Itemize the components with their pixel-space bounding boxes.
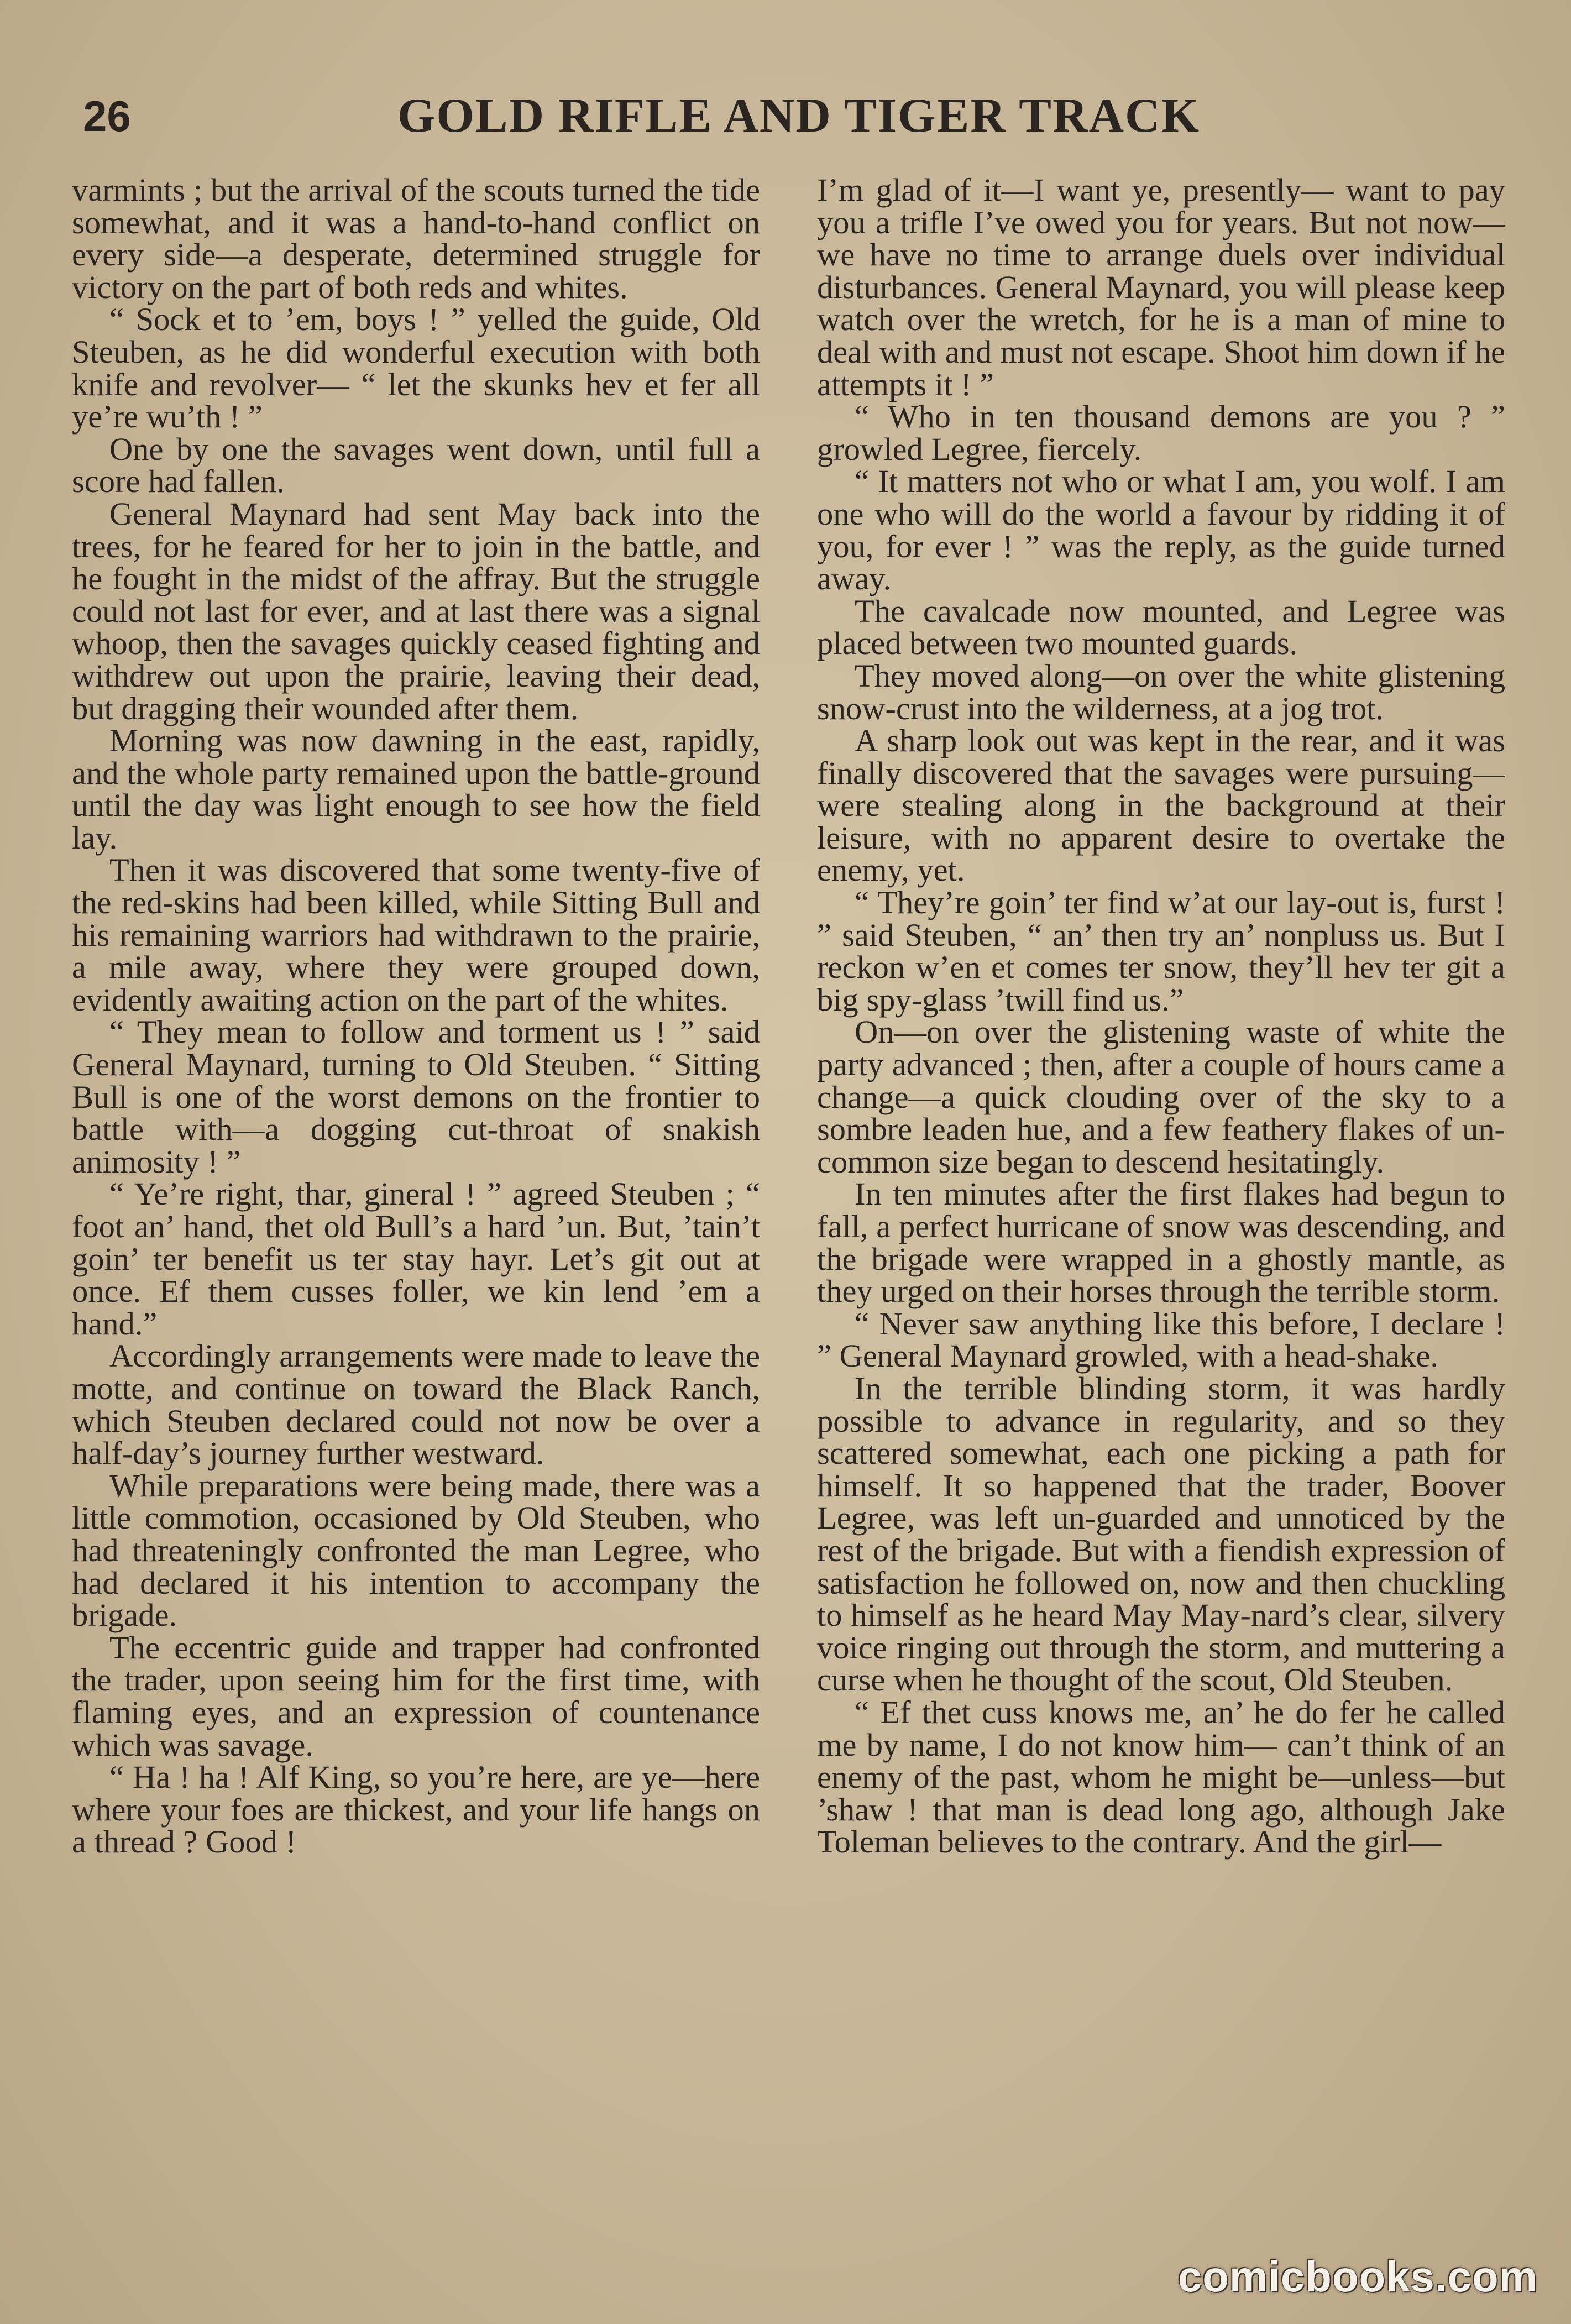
paragraph: While preparations were being made, there was a little commotion, occasioned by Old Steuben, who had threateningly confronted the man Legree, who had declared it his intention to accompany the brigade. bbox=[72, 1467, 760, 1634]
paragraph: “ Ye’re right, thar, gineral ! ” agreed Steuben ; “ foot an’ hand, thet old Bull’s a hard ’un. But, ’tain’t goin’ ter benefit us ter stay hayr. Let’s git out at once. Ef them cusses foller, we kin lend ’em a hand.” bbox=[72, 1176, 760, 1342]
running-title: GOLD RIFLE AND TIGER TRACK bbox=[397, 89, 1201, 143]
page-number: 26 bbox=[83, 92, 131, 140]
paragraph: “ Who in ten thousand demons are you ? ” growled Legree, fiercely. bbox=[817, 399, 1505, 467]
paragraph: In the terrible blinding storm, it was hardly possible to advance in regularity, and so they scattered somewhat, each one picking a path for himself. It so happened that the trader, Boover Legree, was left un-guarded and unnoticed by the rest of the brigade. But with a fiendish expression of satisfaction he followed on, now and then chuckling to himself as he heard May May-nard’s clear, silvery voice ringing out through the storm, and muttering a curse when he thought of the scout, Old Steuben. bbox=[817, 1370, 1505, 1698]
page-header bbox=[83, 86, 1515, 146]
right-column bbox=[817, 174, 1505, 2175]
paragraph: Accordingly arrangements were made to leave the motte, and continue on toward the Black Ranch, which Steuben declared could not now be over a half-day’s journey further westward. bbox=[72, 1338, 760, 1472]
paragraph: The eccentric guide and trapper had confronted the trader, upon seeing him for the first time, with flaming eyes, and an expression of countenance which was savage. bbox=[72, 1629, 760, 1763]
paragraph: General Maynard had sent May back into the trees, for he feared for her to join in the battle, and he fought in the midst of the affray. But the struggle could not last for ever, and at last there was a signal whoop, then the savages quickly ceased fighting and withdrew out upon the prairie, leaving their dead, but dragging their wounded after them. bbox=[72, 495, 760, 726]
paragraph: “ They mean to follow and torment us ! ” said General Maynard, turning to Old Steuben. “ Sitting Bull is one of the worst demons on the frontier to battle with—a dogging cut-throat of snakish animosity ! ” bbox=[72, 1014, 760, 1180]
paragraph: I’m glad of it—I want ye, presently— want to pay you a trifle I’ve owed you for years. But not now—we have no time to arrange duels over individual disturbances. General Maynard, you will please keep watch over the wretch, for he is a man of mine to deal with and must not escape. Shoot him down if he attempts it ! ” bbox=[817, 174, 1505, 402]
paragraph: “ Ha ! ha ! Alf King, so you’re here, are ye—here where your foes are thickest, and your life hangs on a thread ? Good ! bbox=[72, 1759, 760, 1860]
paragraph: On—on over the glistening waste of white the party advanced ; then, after a couple of hours came a change—a quick clouding over of the sky to a sombre leaden hue, and a few feathery flakes of un-common size began to descend hesitatingly. bbox=[817, 1014, 1505, 1180]
paragraph: varmints ; but the arrival of the scouts turned the tide somewhat, and it was a hand-to-hand conflict on every side—a desperate, determined struggle for victory on the part of both reds and whites. bbox=[72, 174, 760, 305]
paragraph: They moved along—on over the white glistening snow-crust into the wilderness, at a jog trot. bbox=[817, 657, 1505, 726]
paragraph: The cavalcade now mounted, and Legree was placed between two mounted guards. bbox=[817, 593, 1505, 662]
paragraph: “ It matters not who or what I am, you wolf. I am one who will do the world a favour by ridding it of you, for ever ! ” was the reply, as the guide turned away. bbox=[817, 463, 1505, 597]
paragraph: “ Ef thet cuss knows me, an’ he do fer he called me by name, I do not know him— can’t think of an enemy of the past, whom he might be—unless—but ’shaw ! that man is dead long ago, although Jake Toleman believes to the contrary. And the girl— bbox=[817, 1694, 1505, 1860]
paragraph: In ten minutes after the first flakes had begun to fall, a perfect hurricane of snow was descending, and the brigade were wrapped in a ghostly mantle, as they urged on their horses through the terrible storm. bbox=[817, 1176, 1505, 1310]
paragraph: Morning was now dawning in the east, rapidly, and the whole party remained upon the battle-ground until the day was light enough to see how the field lay. bbox=[72, 723, 760, 856]
watermark: comicbooks.com bbox=[1177, 2252, 1538, 2301]
paragraph: “ Sock et to ’em, boys ! ” yelled the guide, Old Steuben, as he did wonderful execution with both knife and revolver— “ let the skunks hev et fer all ye’re wu’th ! ” bbox=[72, 301, 760, 435]
paragraph: A sharp look out was kept in the rear, and it was finally discovered that the savages were pursuing—were stealing along in the background at their leisure, with no apparent desire to overtake the enemy, yet. bbox=[817, 723, 1505, 888]
left-column bbox=[72, 174, 760, 2175]
paragraph: Then it was discovered that some twenty-five of the red-skins had been killed, while Sitting Bull and his remaining warriors had withdrawn to the prairie, a mile away, where they were grouped down, evidently awaiting action on the part of the whites. bbox=[72, 852, 760, 1018]
paragraph: One by one the savages went down, until full a score had fallen. bbox=[72, 431, 760, 500]
paragraph: “ They’re goin’ ter find w’at our lay-out is, furst ! ” said Steuben, “ an’ then try an’ nonpluss us. But I reckon w’en et comes ter snow, they’ll hev ter git a big spy-glass ’twill find us.” bbox=[817, 884, 1505, 1018]
paragraph: “ Never saw anything like this before, I declare ! ” General Maynard growled, with a head-shake. bbox=[817, 1305, 1505, 1374]
